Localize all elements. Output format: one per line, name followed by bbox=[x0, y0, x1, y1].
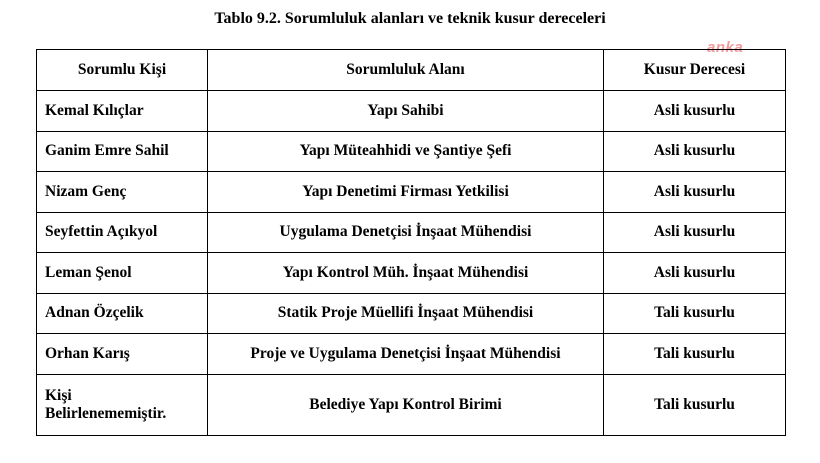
person-cell: Ganim Emre Sahil bbox=[37, 131, 208, 172]
area-cell: Statik Proje Müellifi İnşaat Mühendisi bbox=[208, 293, 604, 334]
area-cell: Uygulama Denetçisi İnşaat Mühendisi bbox=[208, 212, 604, 253]
degree-cell: Asli kusurlu bbox=[604, 172, 786, 213]
table-header-row bbox=[37, 50, 786, 91]
table-row bbox=[37, 212, 786, 253]
person-cell: Nizam Genç bbox=[37, 172, 208, 213]
table-row bbox=[37, 91, 786, 132]
table-row bbox=[37, 293, 786, 334]
table-row bbox=[37, 334, 786, 375]
header-responsibility-area: Sorumluluk Alanı bbox=[208, 50, 604, 91]
header-fault-degree: Kusur Derecesi bbox=[604, 50, 786, 91]
table-row bbox=[37, 131, 786, 172]
person-cell: Orhan Karış bbox=[37, 334, 208, 375]
watermark-logo: anka bbox=[707, 39, 744, 56]
header-responsible-person: Sorumlu Kişi bbox=[37, 50, 208, 91]
person-cell bbox=[37, 374, 208, 435]
person-line-2: Belirlenememiştir. bbox=[45, 404, 167, 422]
table-caption: Tablo 9.2. Sorumluluk alanları ve teknik kusur dereceleri bbox=[214, 10, 606, 27]
degree-cell: Asli kusurlu bbox=[604, 253, 786, 294]
person-cell: Adnan Özçelik bbox=[37, 293, 208, 334]
degree-cell: Asli kusurlu bbox=[604, 91, 786, 132]
area-cell: Yapı Denetimi Firması Yetkilisi bbox=[208, 172, 604, 213]
responsibility-table bbox=[36, 49, 786, 436]
person-cell: Seyfettin Açıkyol bbox=[37, 212, 208, 253]
degree-cell: Asli kusurlu bbox=[604, 212, 786, 253]
degree-cell: Tali kusurlu bbox=[604, 374, 786, 435]
area-cell: Proje ve Uygulama Denetçisi İnşaat Mühendisi bbox=[208, 334, 604, 375]
area-cell: Yapı Sahibi bbox=[208, 91, 604, 132]
degree-cell: Tali kusurlu bbox=[604, 293, 786, 334]
table-row bbox=[37, 172, 786, 213]
degree-cell: Tali kusurlu bbox=[604, 334, 786, 375]
area-cell: Belediye Yapı Kontrol Birimi bbox=[208, 374, 604, 435]
degree-cell: Asli kusurlu bbox=[604, 131, 786, 172]
area-cell: Yapı Müteahhidi ve Şantiye Şefi bbox=[208, 131, 604, 172]
person-cell: Kemal Kılıçlar bbox=[37, 91, 208, 132]
table-row bbox=[37, 253, 786, 294]
person-cell: Leman Şenol bbox=[37, 253, 208, 294]
person-line-1: Kişi bbox=[45, 386, 72, 404]
area-cell: Yapı Kontrol Müh. İnşaat Mühendisi bbox=[208, 253, 604, 294]
table-row bbox=[37, 374, 786, 435]
